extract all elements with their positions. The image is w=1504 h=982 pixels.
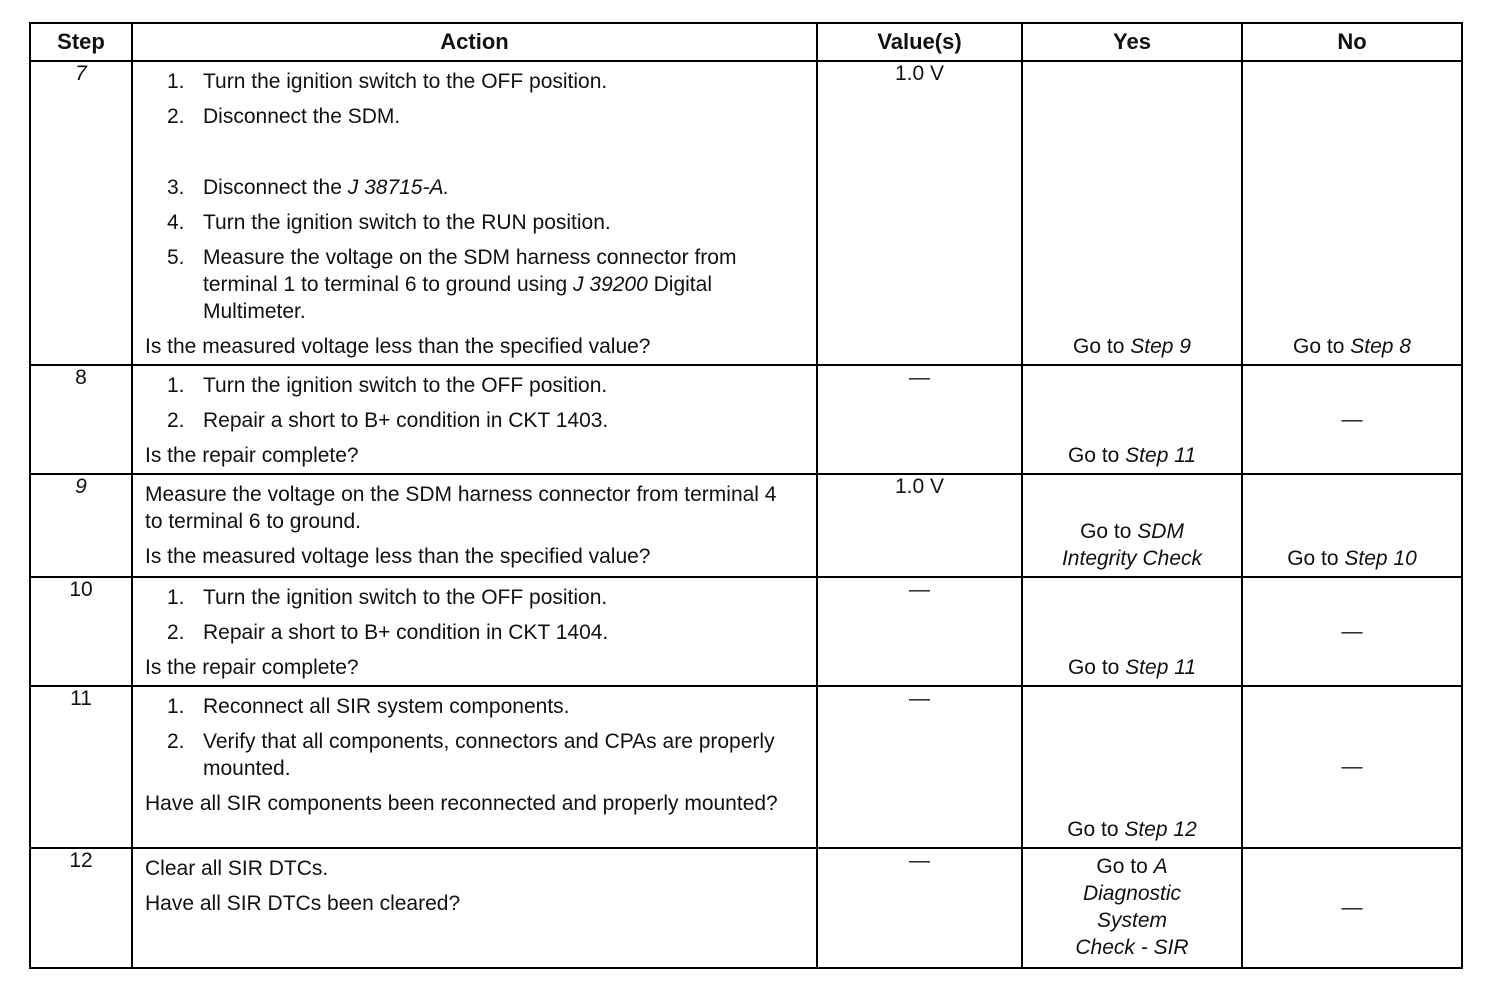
no-cell	[1242, 577, 1462, 686]
action-step: 2. Verify that all components, connectors and CPAs are properly mounted.	[167, 730, 775, 780]
action-step: 3. Disconnect the J 38715-A.	[167, 176, 450, 199]
no-cell	[1242, 686, 1462, 848]
dash: —	[909, 687, 930, 710]
no-cell	[1242, 848, 1462, 968]
step-number: 10	[30, 577, 132, 686]
action-step: 1. Reconnect all SIR system components.	[167, 695, 570, 718]
question-text: Is the measured voltage less than the specified value?	[145, 545, 651, 568]
action-cell	[132, 474, 817, 577]
question-text: Is the measured voltage less than the specified value?	[145, 335, 651, 358]
dash: —	[1341, 896, 1363, 919]
action-step: 1. Turn the ignition switch to the OFF position.	[167, 374, 608, 397]
action-step: 2. Repair a short to B+ condition in CKT 1404.	[167, 621, 609, 644]
value-cell: 1.0 V	[817, 474, 1022, 577]
yes-link[interactable]: SDM	[1137, 520, 1184, 543]
table-row	[30, 61, 1462, 365]
action-text: Clear all SIR DTCs.	[145, 857, 329, 880]
action-step: 1. Turn the ignition switch to the OFF position.	[167, 70, 608, 93]
step-number: 9	[30, 474, 132, 577]
dash: —	[909, 366, 930, 389]
col-header-values: Value(s)	[817, 23, 1022, 61]
action-step: 2. Disconnect the SDM.	[167, 105, 401, 128]
action-text: Measure the voltage on the SDM harness connector from terminal 4 to terminal 6 to ground.	[145, 483, 777, 533]
question-text: Is the repair complete?	[145, 656, 359, 679]
action-step: 1. Turn the ignition switch to the OFF position.	[167, 586, 608, 609]
step-number: 12	[30, 848, 132, 968]
action-step: 2. Repair a short to B+ condition in CKT 1403.	[167, 409, 609, 432]
yes-link-cont[interactable]: Integrity Check	[1061, 547, 1203, 570]
value-cell	[817, 848, 1022, 968]
yes-cell: Go to Step 9	[1022, 61, 1242, 365]
dash: —	[909, 578, 930, 601]
yes-link[interactable]: Step 11	[1125, 444, 1197, 467]
question-text: Have all SIR DTCs been cleared?	[145, 892, 461, 915]
yes-link[interactable]: A	[1153, 855, 1168, 878]
no-cell	[1242, 365, 1462, 474]
dash: —	[1341, 407, 1363, 431]
yes-cell: Go to Step 12	[1022, 686, 1242, 848]
col-header-no: No	[1242, 23, 1462, 61]
tool-reference: J 39200	[573, 273, 648, 296]
yes-cell: Go to Step 11	[1022, 577, 1242, 686]
col-header-yes: Yes	[1022, 23, 1242, 61]
dash: —	[1341, 619, 1363, 643]
yes-cell: Go to A Diagnostic System Check - SIR	[1022, 848, 1242, 968]
action-cell	[132, 848, 817, 968]
question-text: Is the repair complete?	[145, 444, 359, 467]
no-link[interactable]: Step 8	[1350, 335, 1411, 358]
step-number: 7	[30, 61, 132, 365]
table-row	[30, 848, 1462, 968]
dash: —	[909, 849, 930, 872]
col-header-action: Action	[132, 23, 817, 61]
table-row	[30, 686, 1462, 848]
value-cell: 1.0 V	[817, 61, 1022, 365]
action-cell	[132, 686, 817, 848]
value-cell	[817, 577, 1022, 686]
action-cell	[132, 61, 817, 365]
yes-link[interactable]: Step 11	[1125, 656, 1197, 679]
diagnostic-table	[29, 22, 1463, 969]
yes-link-cont[interactable]: System	[1096, 909, 1167, 932]
action-cell	[132, 577, 817, 686]
yes-link[interactable]: Step 12	[1124, 818, 1197, 841]
yes-cell: Go to SDM Integrity Check	[1022, 474, 1242, 577]
yes-link-cont[interactable]: Diagnostic	[1082, 882, 1182, 905]
no-link[interactable]: Step 10	[1344, 547, 1417, 570]
table-row	[30, 365, 1462, 474]
dash: —	[1341, 755, 1363, 778]
yes-cell: Go to Step 11	[1022, 365, 1242, 474]
col-header-step: Step	[30, 23, 132, 61]
header-row	[30, 23, 1462, 61]
step-number: 11	[30, 686, 132, 848]
no-cell: Go to Step 10	[1242, 474, 1462, 577]
step-number: 8	[30, 365, 132, 474]
yes-link[interactable]: Step 9	[1130, 335, 1191, 358]
tool-reference: J 38715-A.	[347, 176, 450, 199]
action-cell	[132, 365, 817, 474]
no-cell: Go to Step 8	[1242, 61, 1462, 365]
table-row	[30, 474, 1462, 577]
action-step: 5. Measure the voltage on the SDM harness connector from terminal 1 to terminal 6 to ground using J 39200 Digital Multimeter.	[167, 246, 737, 323]
value-cell	[817, 365, 1022, 474]
question-text: Have all SIR components been reconnected and properly mounted?	[145, 792, 778, 815]
spacer	[145, 138, 806, 166]
table-row	[30, 577, 1462, 686]
value-cell	[817, 686, 1022, 848]
action-step: 4. Turn the ignition switch to the RUN position.	[167, 211, 611, 234]
yes-link-cont[interactable]: Check - SIR	[1075, 936, 1189, 959]
